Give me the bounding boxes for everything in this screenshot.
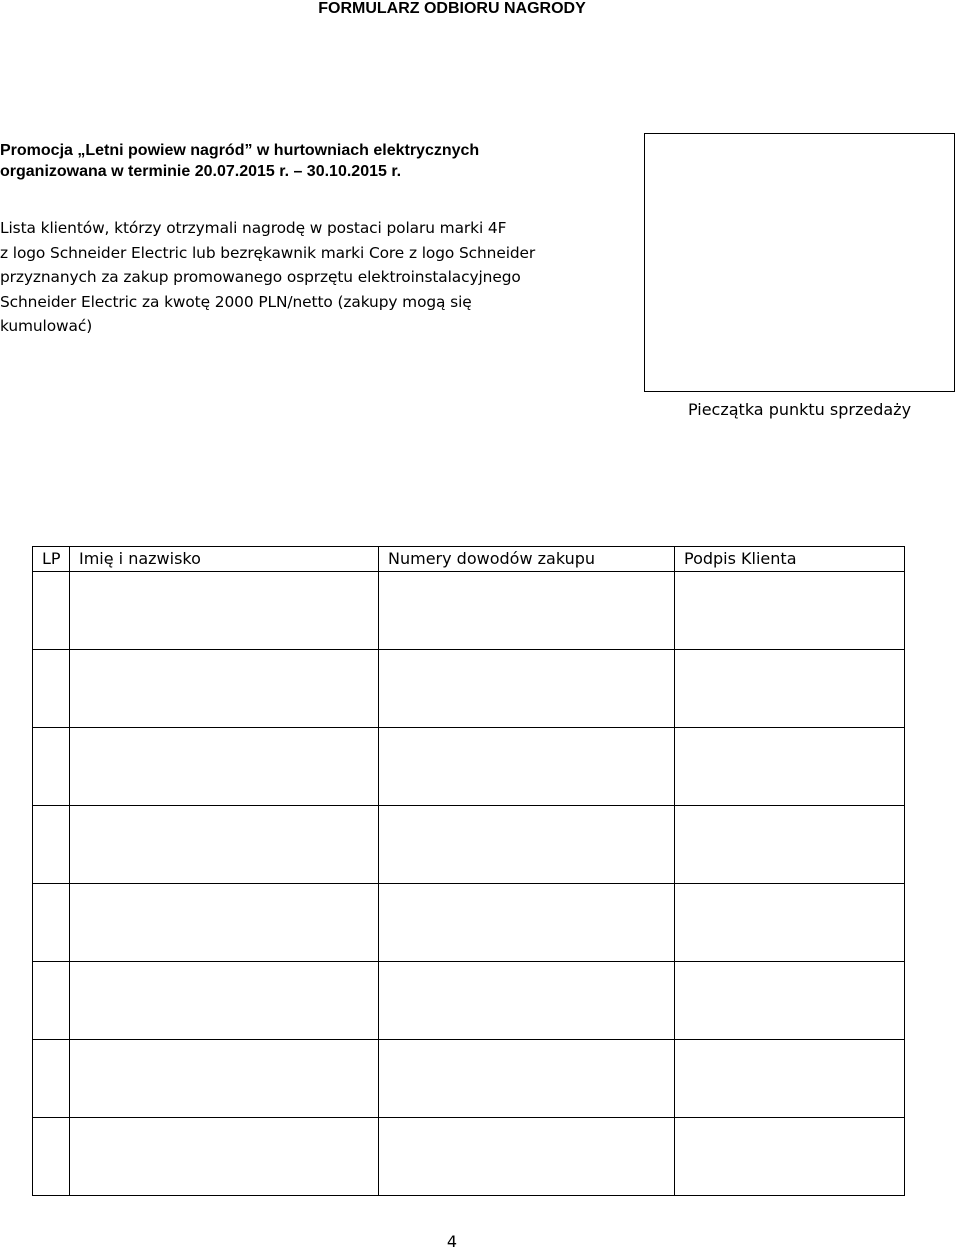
cell-name [70, 884, 379, 962]
table-row [33, 806, 905, 884]
table-row [33, 884, 905, 962]
column-header-receipts: Numery dowodów zakupu [379, 547, 675, 572]
table-row [33, 1040, 905, 1118]
cell-name [70, 650, 379, 728]
table-row [33, 650, 905, 728]
page-number: 4 [446, 1232, 458, 1251]
table-row [33, 962, 905, 1040]
stamp-label: Pieczątka punktu sprzedaży [687, 400, 912, 419]
cell-lp [33, 884, 70, 962]
cell-signature [675, 728, 905, 806]
cell-signature [675, 1040, 905, 1118]
cell-lp [33, 806, 70, 884]
cell-signature [675, 884, 905, 962]
cell-signature [675, 806, 905, 884]
cell-lp [33, 1118, 70, 1196]
column-header-lp: LP [33, 547, 70, 572]
cell-signature [675, 962, 905, 1040]
cell-name [70, 1118, 379, 1196]
cell-name [70, 728, 379, 806]
cell-receipts [379, 1118, 675, 1196]
column-header-name: Imię i nazwisko [70, 547, 379, 572]
cell-name [70, 1040, 379, 1118]
table-row [33, 572, 905, 650]
cell-name [70, 962, 379, 1040]
clients-table [32, 546, 905, 1196]
cell-lp [33, 650, 70, 728]
table-header-row [33, 547, 905, 572]
cell-lp [33, 962, 70, 1040]
stamp-box [644, 133, 955, 392]
cell-receipts [379, 572, 675, 650]
table-row [33, 1118, 905, 1196]
description-line: kumulować) [0, 317, 93, 335]
cell-receipts [379, 806, 675, 884]
promotion-dates: organizowana w terminie 20.07.2015 r. – 30.10.2015 r. [0, 163, 402, 180]
cell-receipts [379, 884, 675, 962]
cell-lp [33, 572, 70, 650]
description-line: Schneider Electric za kwotę 2000 PLN/netto (zakupy mogą się [0, 292, 472, 311]
column-header-signature: Podpis Klienta [675, 547, 905, 572]
form-title: FORMULARZ ODBIORU NAGRODY [318, 0, 586, 17]
cell-signature [675, 572, 905, 650]
description-line: przyznanych za zakup promowanego osprzętu elektroinstalacyjnego [0, 268, 521, 286]
cell-receipts [379, 1040, 675, 1118]
cell-receipts [379, 650, 675, 728]
promotion-name: Promocja „Letni powiew nagród” w hurtowniach elektrycznych [0, 142, 480, 159]
table-row [33, 728, 905, 806]
cell-lp [33, 1040, 70, 1118]
description-line: Lista klientów, którzy otrzymali nagrodę w postaci polaru marki 4F [0, 219, 507, 237]
cell-receipts [379, 962, 675, 1040]
cell-signature [675, 1118, 905, 1196]
cell-name [70, 806, 379, 884]
promotion-info [0, 140, 620, 182]
cell-lp [33, 728, 70, 806]
description [0, 216, 600, 339]
cell-name [70, 572, 379, 650]
description-line: z logo Schneider Electric lub bezrękawnik marki Core z logo Schneider [0, 243, 536, 262]
cell-signature [675, 650, 905, 728]
cell-receipts [379, 728, 675, 806]
